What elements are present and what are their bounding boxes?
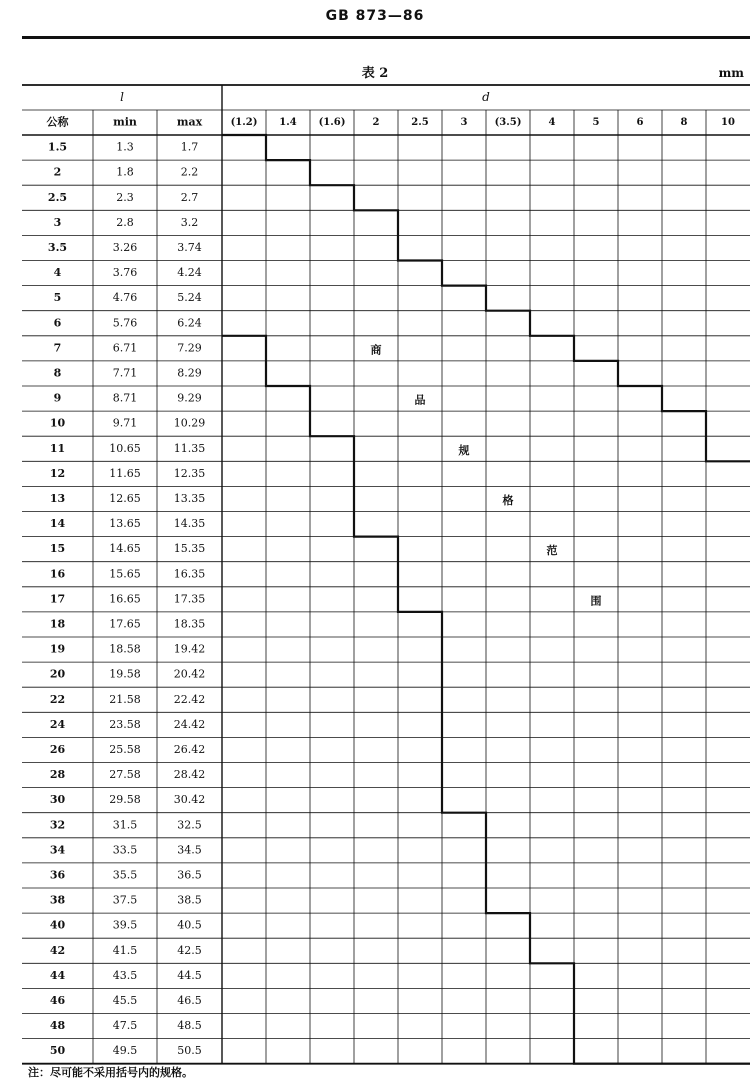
- table-cell: 3.2: [180, 215, 199, 229]
- table-cell: 49.5: [112, 1044, 138, 1058]
- table-cell: 8.29: [177, 366, 202, 380]
- table-cell: 23.58: [109, 717, 141, 731]
- range-label-char: 品: [414, 393, 426, 407]
- table-cell: 15.65: [109, 567, 141, 581]
- range-label-char: 格: [502, 493, 514, 507]
- range-label-char: 规: [458, 443, 470, 457]
- table-cell: 4: [53, 266, 62, 280]
- d-column-header: 3: [460, 117, 468, 128]
- table-cell: 48: [49, 1019, 66, 1033]
- table-cell: 12.35: [173, 466, 206, 480]
- d-column-header: (1.2): [230, 117, 258, 128]
- table-cell: 11.35: [173, 441, 206, 455]
- table-cell: 36.5: [177, 868, 202, 882]
- range-label-char: 围: [590, 594, 602, 608]
- table-cell: 2.3: [116, 190, 134, 204]
- d-column-header: 1.4: [279, 117, 297, 128]
- table-cell: 30: [49, 793, 66, 807]
- table-cell: 6.71: [112, 341, 138, 355]
- table-cell: 3.26: [112, 240, 138, 254]
- table-cell: 7: [53, 341, 62, 355]
- table-cell: 34.5: [177, 843, 202, 857]
- table-cell: 42: [49, 943, 66, 957]
- table-cell: 5.76: [112, 316, 138, 330]
- table-cell: 19.42: [173, 642, 206, 656]
- table-cell: 2.5: [47, 190, 68, 204]
- table-cell: 33.5: [112, 843, 138, 857]
- table-cell: 22: [49, 692, 66, 706]
- table-cell: 37.5: [112, 893, 138, 907]
- table-cell: 48.5: [177, 1019, 202, 1033]
- table-cell: 16: [49, 567, 66, 581]
- table-cell: 2: [53, 165, 62, 179]
- table-cell: 44: [49, 968, 66, 982]
- d-column-header: 8: [680, 117, 688, 128]
- d-column-header: 10: [721, 117, 735, 128]
- table-cell: 20.42: [173, 667, 206, 681]
- table-cell: 18.35: [173, 617, 206, 631]
- table-cell: 32.5: [177, 818, 202, 832]
- table-cell: 14: [49, 517, 66, 531]
- table-cell: 15: [49, 542, 66, 556]
- table-cell: 42.5: [177, 943, 202, 957]
- table-cell: 4.76: [112, 291, 138, 305]
- table-cell: 24: [49, 717, 66, 731]
- table-cell: 41.5: [112, 943, 138, 957]
- table-cell: 16.35: [173, 567, 206, 581]
- table-cell: 15.35: [173, 542, 206, 556]
- table-cell: 2.7: [180, 190, 199, 204]
- table-cell: 26.42: [173, 742, 206, 756]
- table-cell: 8.71: [112, 391, 138, 405]
- column-header: min: [113, 115, 137, 129]
- table-cell: 11.65: [109, 466, 141, 480]
- d-column-header: 2.5: [411, 117, 429, 128]
- table-cell: 3.76: [112, 266, 138, 280]
- table-cell: 18: [49, 617, 66, 631]
- table-cell: 8: [53, 366, 62, 380]
- unit-label: mm: [718, 66, 744, 80]
- table-cell: 29.58: [109, 793, 141, 807]
- table-cell: 17.65: [109, 617, 141, 631]
- table-cell: 19: [49, 642, 66, 656]
- table-cell: 44.5: [177, 968, 202, 982]
- d-column-header: 2: [372, 117, 380, 128]
- table-cell: 1.3: [116, 140, 134, 154]
- table-cell: 28.42: [173, 768, 206, 782]
- table-cell: 3.74: [177, 240, 202, 254]
- table-cell: 21.58: [109, 692, 141, 706]
- column-header: max: [176, 115, 203, 129]
- table-cell: 43.5: [112, 968, 138, 982]
- table-cell: 27.58: [109, 768, 141, 782]
- table-cell: 6.24: [177, 316, 202, 330]
- table-cell: 47.5: [112, 1019, 138, 1033]
- d-column-header: (1.6): [318, 117, 346, 128]
- table-cell: 9: [53, 391, 62, 405]
- table-cell: 32: [49, 818, 66, 832]
- table-cell: 50: [49, 1044, 66, 1058]
- table-cell: 2.8: [116, 215, 134, 229]
- l-group-header: l: [120, 90, 124, 104]
- table-cell: 7.71: [112, 366, 138, 380]
- table-cell: 35.5: [112, 868, 138, 882]
- table-cell: 12: [49, 466, 66, 480]
- d-column-header: 4: [548, 117, 556, 128]
- table-cell: 7.29: [177, 341, 202, 355]
- table-cell: 14.65: [109, 542, 141, 556]
- column-header: 公称: [46, 115, 69, 129]
- table-cell: 16.65: [109, 592, 141, 606]
- table-cell: 13: [49, 491, 66, 505]
- table-cell: 4.24: [177, 266, 202, 280]
- table-cell: 26: [49, 742, 66, 756]
- table-cell: 30.42: [173, 793, 206, 807]
- table-cell: 40.5: [177, 918, 202, 932]
- table-cell: 28: [49, 768, 66, 782]
- table-cell: 5: [53, 291, 62, 305]
- table-cell: 40: [49, 918, 66, 932]
- table-cell: 13.65: [109, 517, 141, 531]
- table-cell: 25.58: [109, 742, 141, 756]
- table-cell: 36: [49, 868, 66, 882]
- d-column-header: 5: [592, 117, 600, 128]
- table-cell: 14.35: [173, 517, 206, 531]
- d-column-header: 6: [636, 117, 644, 128]
- table-cell: 46: [49, 993, 66, 1007]
- table-cell: 9.71: [112, 416, 138, 430]
- range-label-char: 范: [546, 544, 558, 558]
- table-cell: 13.35: [173, 491, 206, 505]
- table-cell: 17: [49, 592, 66, 606]
- table-cell: 50.5: [177, 1044, 202, 1058]
- table-cell: 2.2: [180, 165, 199, 179]
- table-cell: 12.65: [109, 491, 141, 505]
- d-column-header: (3.5): [494, 117, 522, 128]
- range-label-char: 商: [370, 343, 382, 357]
- table-cell: 22.42: [173, 692, 206, 706]
- table-cell: 6: [53, 316, 62, 330]
- table-cell: 11: [49, 441, 66, 455]
- table-cell: 18.58: [109, 642, 141, 656]
- d-group-header: d: [482, 90, 490, 104]
- table-cell: 3: [53, 215, 62, 229]
- table-cell: 24.42: [173, 717, 206, 731]
- table-cell: 17.35: [173, 592, 206, 606]
- table-cell: 20: [49, 667, 66, 681]
- table-cell: 10.29: [173, 416, 206, 430]
- table-cell: 1.7: [180, 140, 199, 154]
- table-cell: 34: [49, 843, 66, 857]
- table-cell: 3.5: [47, 240, 68, 254]
- table-cell: 45.5: [112, 993, 138, 1007]
- footnote: 注：尽可能不采用括号内的规格。: [28, 1066, 193, 1079]
- table-cell: 10: [49, 416, 66, 430]
- table-cell: 39.5: [112, 918, 138, 932]
- table-cell: 46.5: [177, 993, 202, 1007]
- table-cell: 38: [49, 893, 66, 907]
- standard-number: GB 873—86: [325, 8, 425, 24]
- table-cell: 1.8: [116, 165, 134, 179]
- table-cell: 38.5: [177, 893, 202, 907]
- table-cell: 10.65: [109, 441, 141, 455]
- table-cell: 1.5: [47, 140, 68, 154]
- table-cell: 19.58: [109, 667, 141, 681]
- table-caption: 表 2: [361, 66, 389, 81]
- table-cell: 5.24: [177, 291, 202, 305]
- table-cell: 9.29: [177, 391, 202, 405]
- table-cell: 31.5: [112, 818, 138, 832]
